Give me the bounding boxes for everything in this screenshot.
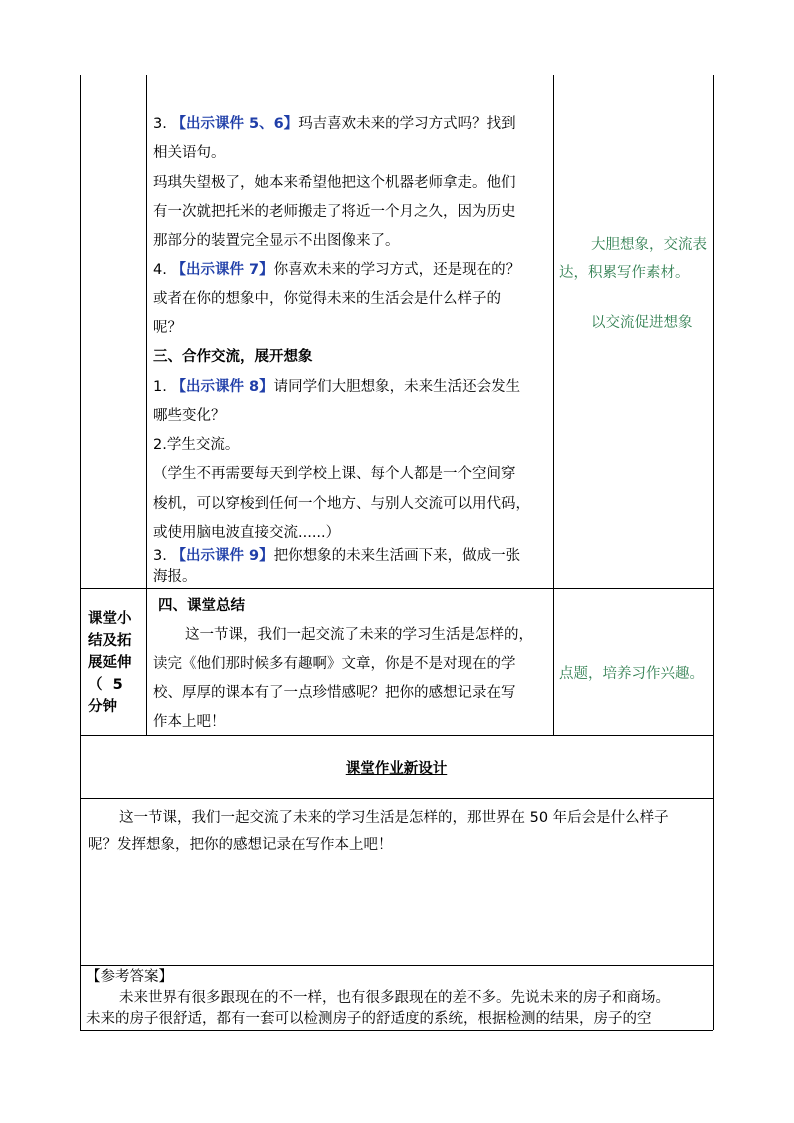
design-note-line2: 达，积累写作素材。: [559, 265, 690, 281]
courseware-tag: 【出示课件 7】: [171, 262, 274, 278]
summary-note: 点题，培养习作兴趣。: [559, 666, 704, 682]
row-label-line2: 结及拓: [88, 633, 132, 649]
s3-item3-line2: 海报。: [153, 569, 197, 585]
summary-heading: 四、课堂总结: [158, 598, 245, 614]
step4-line2: 或者在你的想象中，你觉得未来的生活会是什么样子的: [153, 291, 501, 307]
design-note-line1: 大胆想象，交流表: [591, 237, 707, 253]
s3-item3-line1: 3. 【出示课件 9】把你想象的未来生活画下来，做成一张: [153, 548, 521, 564]
row-label-line4: （ 5: [88, 677, 123, 693]
section3-heading: 三、合作交流，展开想象: [153, 349, 313, 365]
s3-item1-line2: 哪些变化？: [153, 408, 226, 424]
table-border-right: [713, 75, 714, 1030]
column-divider-1: [146, 75, 147, 735]
row-label-line5: 分钟: [88, 699, 117, 715]
row-divider-1: [146, 588, 713, 589]
quote-line3: 那部分的装置完全显示不出图像来了。: [153, 233, 400, 249]
courseware-tag: 【出示课件 9】: [171, 548, 274, 564]
row-divider-2: [80, 735, 713, 736]
homework-line1: 这一节课，我们一起交流了未来的学习生活是怎样的，那世界在 50 年后会是什么样子: [119, 810, 669, 826]
s3-paren-line3: 或使用脑电波直接交流......）: [153, 525, 341, 541]
step4-line1: 4. 【出示课件 7】你喜欢未来的学习方式，还是现在的？: [153, 262, 521, 278]
quote-line2: 有一次就把托米的老师搬走了将近一个月之久，因为历史: [153, 204, 516, 220]
homework-line2: 呢？发挥想象，把你的感想记录在写作本上吧！: [88, 837, 393, 853]
row-divider-4: [80, 965, 713, 966]
table-border-bottom: [80, 1030, 713, 1031]
step4-line3: 呢？: [153, 320, 182, 336]
s3-paren-line1: （学生不再需要每天到学校上课、每个人都是一个空间穿: [153, 466, 516, 482]
row-divider-3: [80, 798, 713, 799]
s3-paren-line2: 梭机，可以穿梭到任何一个地方、与别人交流可以用代码，: [153, 496, 530, 512]
table-border-left: [80, 75, 81, 1030]
summary-line4: 作本上吧！: [153, 714, 226, 730]
summary-line3: 校、厚厚的课本有了一点珍惜感呢？把你的感想记录在写: [153, 685, 516, 701]
summary-line2: 读完《他们那时候多有趣啊》文章，你是不是对现在的学: [153, 656, 516, 672]
step3-line1: 3. 【出示课件 5、6】玛吉喜欢未来的学习方式吗？找到: [153, 116, 516, 132]
step3-line2: 相关语句。: [153, 145, 226, 161]
s3-item1-line1: 1. 【出示课件 8】请同学们大胆想象，未来生活还会发生: [153, 379, 521, 395]
courseware-tag: 【出示课件 8】: [171, 379, 274, 395]
homework-title: 课堂作业新设计: [345, 761, 448, 777]
quote-line1: 玛琪失望极了，她本来希望他把这个机器老师拿走。他们: [153, 175, 516, 191]
row-label-line1: 课堂小: [88, 611, 132, 627]
column-divider-2: [553, 75, 554, 735]
answer-line1: 未来世界有很多跟现在的不一样，也有很多跟现在的差不多。先说未来的房子和商场。: [119, 990, 670, 1006]
row-label-line3: 展延伸: [88, 655, 132, 671]
design-note-line3: 以交流促进想象: [591, 315, 693, 331]
s3-item2: 2.学生交流。: [153, 437, 240, 453]
summary-line1: 这一节课，我们一起交流了未来的学习生活是怎样的，: [185, 627, 533, 643]
row-divider-1-left: [80, 588, 146, 589]
answer-line2: 未来的房子很舒适，都有一套可以检测房子的舒适度的系统，根据检测的结果，房子的空: [86, 1011, 652, 1027]
courseware-tag: 【出示课件 5、6】: [171, 116, 299, 132]
answer-label: 【参考答案】: [86, 969, 173, 985]
